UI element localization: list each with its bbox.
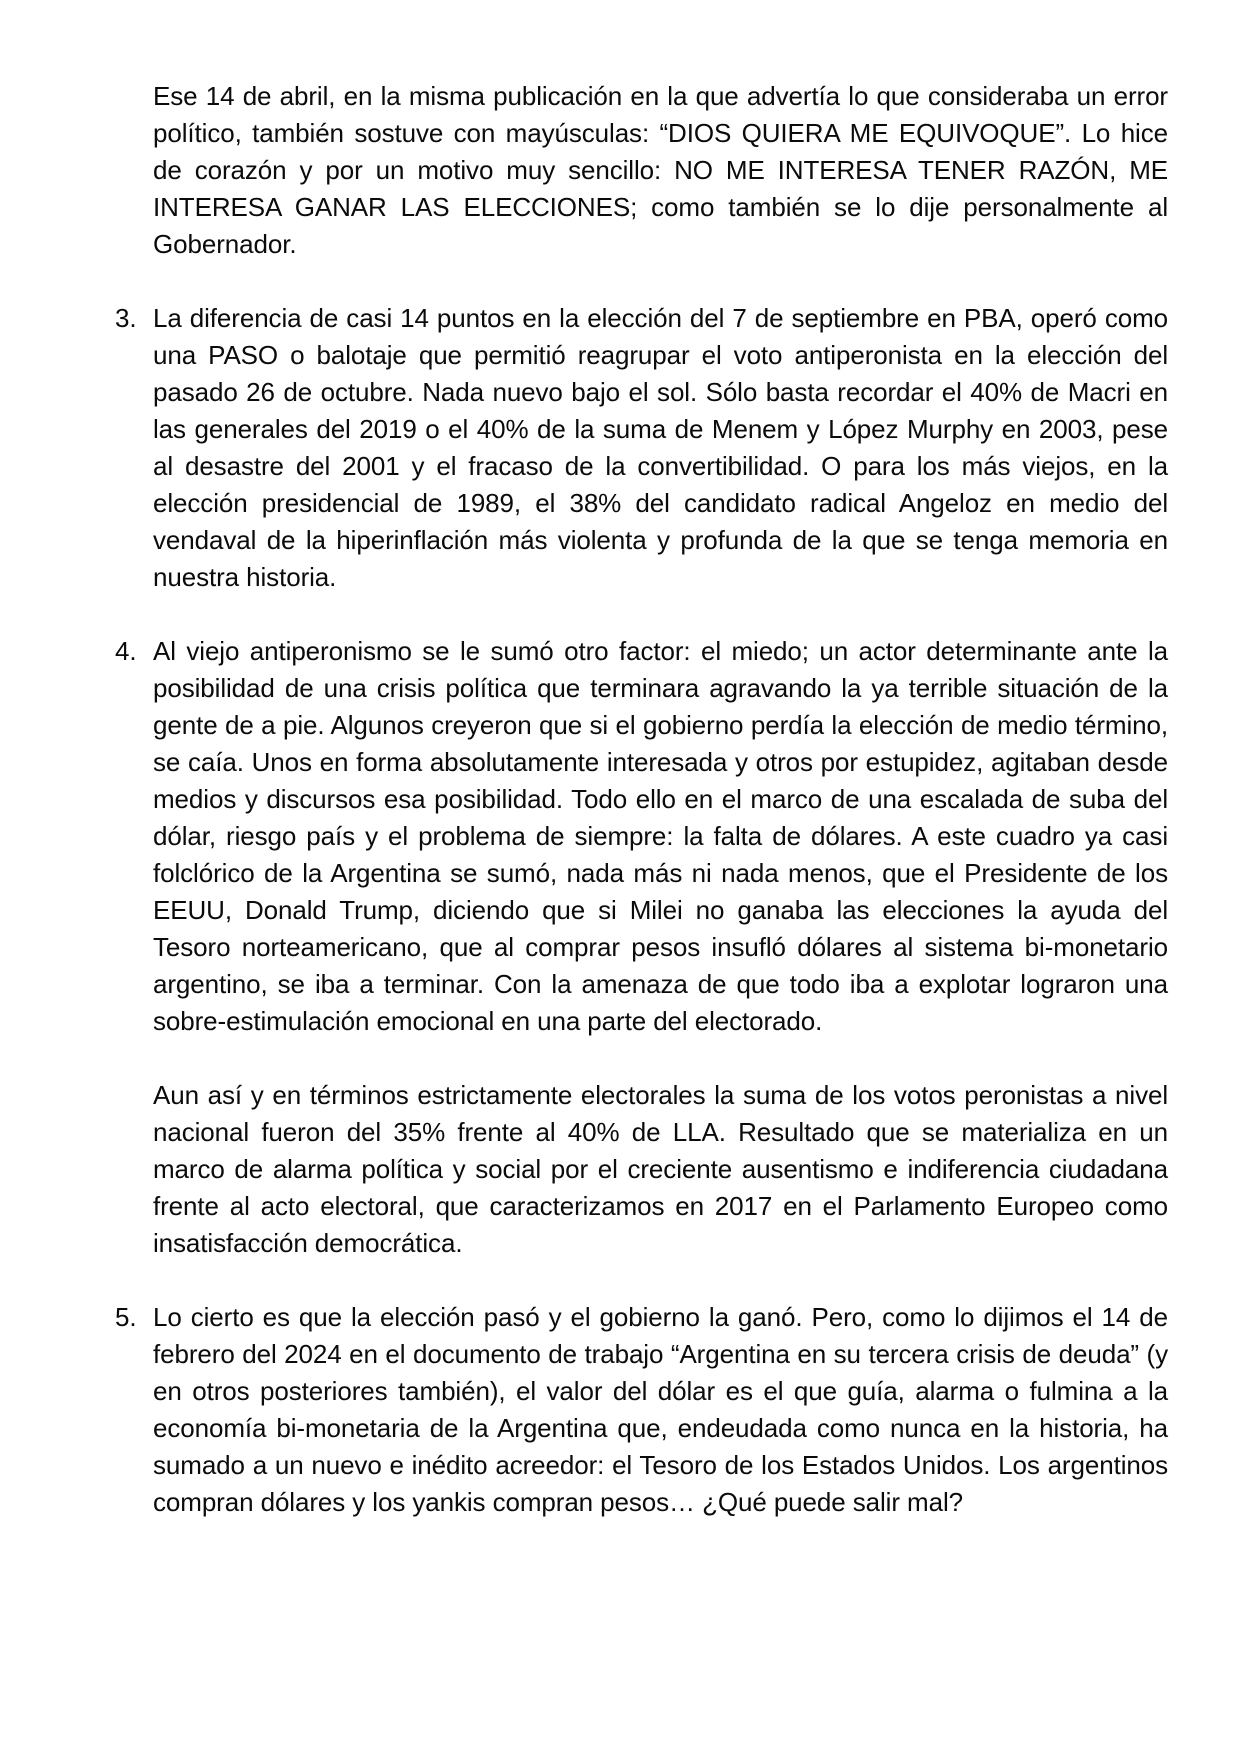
paragraph-text: Ese 14 de abril, en la misma publicación en la que advertía lo que consideraba un error político, también sostuve con mayúsculas: “DIOS QUIERA ME EQUIVOQUE”. Lo hice de corazón y por un motivo muy sencillo: NO ME INTERESA TENER RAZÓN, ME INTERESA GANAR LAS ELECCIONES; como también se lo dije personalmente al Gobernador.: [153, 81, 1168, 259]
list-number: 4.: [115, 636, 137, 666]
list-item-4-continuation: [153, 1077, 1168, 1262]
paragraph-text: Aun así y en términos estrictamente electorales la suma de los votos peronistas a nivel nacional fueron del 35% frente al 40% de LLA. Resultado que se materializa en un marco de alarma política y social por el creciente ausentismo e indiferencia ciudadana frente al acto electoral, que caracterizamos en 2017 en el Parlamento Europeo como insatisfacción democrática.: [153, 1080, 1168, 1258]
document-body: [115, 78, 1168, 1521]
paragraph-text: Al viejo antiperonismo se le sumó otro factor: el miedo; un actor determinante ante la posibilidad de una crisis política que terminara agravando la ya terrible situación de la gente de a pie. Algunos creyeron que si el gobierno perdía la elección de medio término, se caía. Unos en forma absolutamente interesada y otros por estupidez, agitaban desde medios y discursos esa posibilidad. Todo ello en el marco de una escalada de suba del dólar, riesgo país y el problema de siempre: la falta de dólares. A este cuadro ya casi folclórico de la Argentina se sumó, nada más ni nada menos, que el Presidente de los EEUU, Donald Trump, diciendo que si Milei no ganaba las elecciones la ayuda del Tesoro norteamericano, que al comprar pesos insufló dólares al sistema bi-monetario argentino, se iba a terminar. Con la amenaza de que todo iba a explotar lograron una sobre-estimulación emocional en una parte del electorado.: [153, 636, 1168, 1036]
paragraph-text: Lo cierto es que la elección pasó y el gobierno la ganó. Pero, como lo dijimos el 14 de febrero del 2024 en el documento de trabajo “Argentina en su tercera crisis de deuda” (y en otros posteriores también), el valor del dólar es el que guía, alarma o fulmina a la economía bi-monetaria de la Argentina que, endeudada como nunca en la historia, ha sumado a un nuevo e inédito acreedor: el Tesoro de los Estados Unidos. Los argentinos compran dólares y los yankis compran pesos… ¿Qué puede salir mal?: [153, 1302, 1168, 1517]
list-number: 5.: [115, 1302, 137, 1332]
list-item-4: [115, 633, 1168, 1040]
paragraph-text: La diferencia de casi 14 puntos en la elección del 7 de septiembre en PBA, operó como una PASO o balotaje que permitió reagrupar el voto antiperonista en la elección del pasado 26 de octubre. Nada nuevo bajo el sol. Sólo basta recordar el 40% de Macri en las generales del 2019 o el 40% de la suma de Menem y López Murphy en 2003, pese al desastre del 2001 y el fracaso de la convertibilidad. O para los más viejos, en la elección presidencial de 1989, el 38% del candidato radical Angeloz en medio del vendaval de la hiperinflación más violenta y profunda de la que se tenga memoria en nuestra historia.: [153, 303, 1168, 592]
list-item-3: [115, 300, 1168, 596]
paragraph-continuation-intro: [153, 78, 1168, 263]
list-item-5: [115, 1299, 1168, 1521]
list-number: 3.: [115, 303, 137, 333]
